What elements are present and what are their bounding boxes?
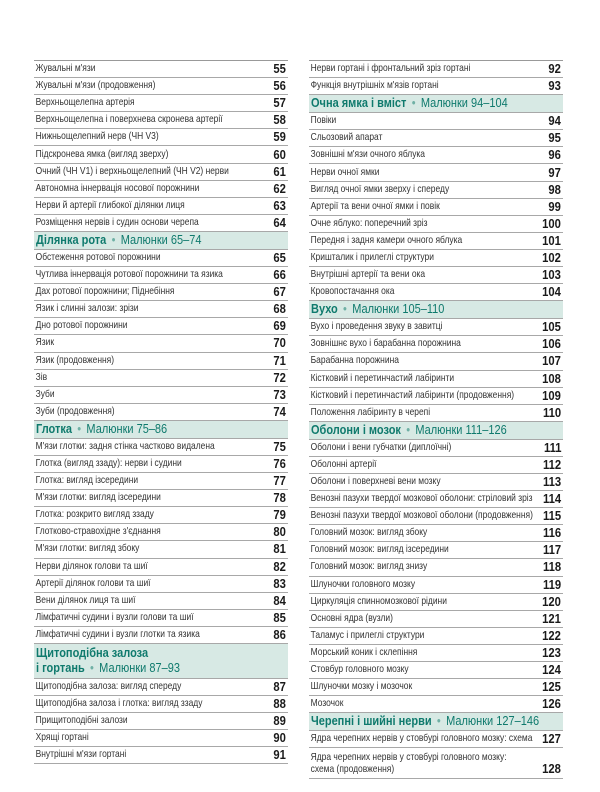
toc-entry-title: Венозні пазухи твердої мозкової оболони (продовження) — [310, 510, 533, 522]
toc-entry-page: 100 — [542, 216, 561, 231]
toc-entry-title: Глотка (вигляд ззаду): нерви і судини — [35, 458, 182, 470]
section-header — [309, 301, 563, 319]
toc-entry[interactable] — [34, 439, 288, 456]
toc-entry-title: Передня і задня камери очного яблука — [310, 234, 463, 246]
section-header-line — [311, 714, 539, 729]
bullet-icon: • — [436, 714, 441, 729]
toc-entry[interactable] — [309, 216, 563, 233]
section-title: Оболони і мозок — [311, 422, 401, 437]
toc-entry[interactable] — [34, 730, 288, 747]
toc-entry[interactable] — [34, 679, 288, 696]
toc-entry-page: 97 — [548, 165, 561, 180]
toc-entry-page: 95 — [548, 131, 561, 146]
toc-entry-title: Повіки — [310, 115, 337, 127]
toc-entry-title: Хрящі гортані — [35, 732, 89, 744]
section-figures: Малюнки 111–126 — [415, 422, 507, 437]
toc-entry[interactable] — [34, 541, 288, 558]
toc-entry-page: 106 — [542, 337, 561, 352]
toc-entry[interactable] — [309, 250, 563, 267]
toc-entry-page: 108 — [542, 371, 561, 386]
toc-entry-page: 124 — [542, 663, 561, 678]
section-header-line — [36, 233, 201, 248]
toc-entry[interactable] — [309, 696, 563, 713]
toc-entry-title: Таламус і прилеглі структури — [310, 629, 425, 641]
toc-entry[interactable] — [34, 335, 288, 352]
toc-entry-title: Верхньощелепна і поверхнева скронева артерії — [35, 114, 223, 126]
toc-entry-title: Підскронева ямка (вигляд зверху) — [35, 148, 169, 160]
toc-entry-title: Стовбур головного мозку — [310, 664, 409, 676]
section-header — [34, 644, 288, 679]
section-title-cont: і гортань — [36, 661, 85, 675]
toc-entry-title: Положення лабіринту в черепі — [310, 406, 431, 418]
toc-entry-title: Очний (ЧН V1) і верхньощелепний (ЧН V2) нерви — [35, 165, 229, 177]
toc-entry-title: Основні ядра (вузли) — [310, 612, 393, 624]
toc-entry[interactable] — [34, 284, 288, 301]
toc-entry[interactable] — [309, 130, 563, 147]
toc-entry-title: Язик і слинні залози: зрізи — [35, 303, 139, 315]
section-header — [34, 421, 288, 439]
toc-entry-page: 111 — [543, 440, 561, 455]
toc-entry-title: Шлуночки мозку і мозочок — [310, 681, 413, 693]
toc-entry[interactable] — [309, 679, 563, 696]
toc-entry[interactable] — [309, 319, 563, 336]
toc-entry[interactable] — [309, 457, 563, 474]
toc-entry-page: 110 — [542, 405, 561, 420]
section-title: Щитоподібна залоза — [36, 646, 149, 660]
toc-entry-page: 113 — [542, 475, 561, 490]
toc-entry-title: Зуби — [35, 388, 55, 400]
toc-entry[interactable] — [34, 576, 288, 593]
toc-entry[interactable] — [34, 490, 288, 507]
section-header-line1 — [36, 646, 148, 661]
toc-entry-title: Жувальні м'язи — [35, 63, 96, 75]
toc-entry[interactable] — [309, 147, 563, 164]
toc-entry-title: Верхньощелепна артерія — [35, 97, 135, 109]
toc-entry-page: 73 — [273, 387, 286, 402]
bullet-icon: • — [77, 421, 82, 436]
toc-entry-title: Внутрішні м'язи гортані — [35, 749, 127, 761]
toc-entry-page: 65 — [273, 250, 286, 265]
toc-entry-page: 94 — [548, 114, 561, 129]
toc-entry-page: 125 — [542, 680, 561, 695]
toc-entry-page: 84 — [273, 593, 286, 608]
toc-entry-page: 112 — [542, 457, 561, 472]
toc-entry-page: 87 — [273, 680, 286, 695]
toc-entry-title: Внутрішні артерії та вени ока — [310, 269, 426, 281]
toc-entry-page: 99 — [548, 199, 561, 214]
toc-entry-page: 127 — [542, 732, 561, 747]
toc-entry[interactable] — [34, 78, 288, 95]
toc-entry-page: 93 — [548, 79, 561, 94]
toc-entry-title: Нижньощелепний нерв (ЧН V3) — [35, 131, 159, 143]
section-figures: Малюнки 127–146 — [446, 714, 540, 729]
toc-entry[interactable] — [309, 371, 563, 388]
toc-entry-title: Нерви очної ямки — [310, 166, 380, 178]
toc-entry[interactable] — [34, 610, 288, 627]
toc-entry[interactable] — [34, 353, 288, 370]
section-header-line2 — [36, 661, 180, 676]
toc-entry-title: Оболонні артерії — [310, 458, 377, 470]
toc-entry[interactable] — [309, 645, 563, 662]
toc-entry[interactable] — [309, 748, 563, 779]
toc-entry[interactable] — [309, 611, 563, 628]
toc-entry[interactable] — [309, 662, 563, 679]
toc-entry[interactable] — [34, 112, 288, 129]
toc-entry-title: Лімфатичні судини і вузли голови та шиї — [35, 611, 194, 623]
toc-entry-title: Жувальні м'язи (продовження) — [35, 80, 156, 92]
section-title: Ділянка рота — [36, 232, 107, 247]
toc-entry[interactable] — [34, 559, 288, 576]
toc-entry[interactable] — [34, 267, 288, 284]
toc-entry[interactable] — [34, 747, 288, 764]
toc-entry-title: Зовнішні м'язи очного яблука — [310, 149, 426, 161]
bullet-icon: • — [90, 661, 94, 675]
section-header — [34, 232, 288, 250]
toc-entry-page: 90 — [273, 731, 286, 746]
toc-entry-page: 107 — [542, 354, 561, 369]
toc-entry[interactable] — [34, 507, 288, 524]
toc-entry-title: Очне яблуко: поперечний зріз — [310, 217, 428, 229]
toc-entry-title: Кришталик і прилеглі структури — [310, 251, 434, 263]
toc-entry-page: 78 — [273, 491, 286, 506]
toc-entry-title: Оболони і поверхневі вени мозку — [310, 476, 441, 488]
toc-entry-page: 57 — [273, 96, 286, 111]
toc-entry-title: Оболони і вени губчатки (диплоїчні) — [310, 441, 452, 453]
toc-entry-page: 118 — [542, 560, 561, 575]
toc-entry[interactable] — [309, 78, 563, 95]
toc-entry[interactable] — [309, 474, 563, 491]
toc-entry-page: 62 — [273, 181, 286, 196]
toc-entry-title: Лімфатичні судини і вузли глотки та язика — [35, 628, 200, 640]
toc-entry[interactable] — [34, 164, 288, 181]
toc-entry-page: 56 — [273, 79, 286, 94]
toc-entry[interactable] — [34, 215, 288, 232]
toc-entry-page: 123 — [542, 645, 561, 660]
toc-entry-page: 72 — [273, 370, 286, 385]
toc-entry-title: Дно ротової порожнини — [35, 320, 128, 332]
toc-entry[interactable] — [34, 696, 288, 713]
toc-entry-title-line2: схема (продовження) — [310, 764, 395, 776]
toc-entry-title: Артерії та вени очної ямки і повік — [310, 200, 440, 212]
toc-entry[interactable] — [309, 388, 563, 405]
section-figures: Малюнки 65–74 — [120, 232, 202, 247]
toc-entry-page: 81 — [273, 542, 286, 557]
toc-entry-page: 122 — [542, 628, 561, 643]
toc-entry-title: Обстеження ротової порожнини — [35, 251, 161, 263]
toc-entry-title: Прищитоподібні залози — [35, 715, 128, 727]
toc-entry-page: 79 — [273, 508, 286, 523]
toc-entry-page: 101 — [542, 233, 561, 248]
toc-entry-page: 55 — [273, 62, 286, 77]
toc-entry-title: Дах ротової порожнини; Піднебіння — [35, 286, 175, 298]
toc-entry[interactable] — [309, 731, 563, 748]
toc-entry-page: 68 — [273, 302, 286, 317]
toc-entry[interactable] — [309, 405, 563, 422]
toc-entry[interactable] — [34, 713, 288, 730]
toc-column-right — [309, 60, 563, 779]
toc-entry-page: 70 — [273, 336, 286, 351]
toc-entry-page: 116 — [542, 526, 561, 541]
toc-entry-page: 60 — [273, 147, 286, 162]
toc-entry-page: 85 — [273, 610, 286, 625]
toc-entry-page: 102 — [542, 250, 561, 265]
bullet-icon: • — [343, 302, 347, 317]
toc-entry[interactable] — [34, 404, 288, 421]
toc-entry[interactable] — [309, 508, 563, 525]
toc-entry-title: Вигляд очної ямки зверху і спереду — [310, 183, 450, 195]
toc-entry[interactable] — [309, 113, 563, 130]
toc-entry-title: Кровопостачання ока — [310, 286, 395, 298]
toc-entry-page: 114 — [542, 492, 561, 507]
toc-entry-title: Глотково-стравохідне з'єднання — [35, 526, 161, 538]
toc-entry-title: Язик — [35, 337, 55, 349]
toc-entry[interactable] — [309, 199, 563, 216]
toc-entry-title: Язик (продовження) — [35, 354, 115, 366]
toc-entry[interactable] — [34, 387, 288, 404]
toc-entry-title: Зів — [35, 371, 48, 383]
toc-entry-page: 80 — [273, 525, 286, 540]
toc-entry-title: Функція внутрішніх м'язів гортані — [310, 80, 439, 92]
toc-entry-title: Циркуляція спинномозкової рідини — [310, 595, 447, 607]
toc-entry[interactable] — [34, 301, 288, 318]
toc-entry-page: 89 — [273, 714, 286, 729]
section-figures: Малюнки 75–86 — [86, 421, 168, 436]
toc-entry[interactable] — [34, 61, 288, 78]
section-figures: Малюнки 87–93 — [99, 661, 180, 675]
toc-entry[interactable] — [34, 318, 288, 335]
toc-entry-page: 71 — [273, 353, 286, 368]
toc-entry-page: 92 — [548, 62, 561, 77]
toc-entry-title: М'язи глотки: вигляд ізсередини — [35, 492, 161, 504]
toc-entry-page: 61 — [273, 164, 286, 179]
toc-entry[interactable] — [34, 593, 288, 610]
toc-entry-page: 74 — [273, 404, 286, 419]
toc-entry-title: Нерви ділянок голови та шиї — [35, 560, 148, 572]
toc-entry-title: Венозні пазухи твердої мозкової оболони: стріловий зріз — [310, 493, 533, 505]
toc-entry-page: 98 — [548, 182, 561, 197]
toc-entry-page: 67 — [273, 285, 286, 300]
toc-entry[interactable] — [34, 181, 288, 198]
toc-entry-page: 103 — [542, 268, 561, 283]
toc-entry-page: 58 — [273, 113, 286, 128]
toc-entry[interactable] — [309, 594, 563, 611]
toc-entry-title: Мозочок — [310, 698, 344, 710]
toc-entry-title: Морський коник і склепіння — [310, 646, 418, 658]
toc-entry-page: 75 — [273, 439, 286, 454]
section-title: Очна ямка і вміст — [311, 96, 407, 111]
toc-entry[interactable] — [309, 267, 563, 284]
toc-entry[interactable] — [309, 559, 563, 576]
toc-entry-page: 119 — [542, 577, 561, 592]
toc-entry-page: 82 — [273, 559, 286, 574]
toc-entry-title: М'язи глотки: задня стінка частково видалена — [35, 440, 215, 452]
toc-entry[interactable] — [309, 182, 563, 199]
toc-entry[interactable] — [34, 473, 288, 490]
toc-entry[interactable] — [34, 95, 288, 112]
toc-entry-title: Шлуночки головного мозку — [310, 578, 416, 590]
toc-entry-title: Барабанна порожнина — [310, 355, 399, 367]
toc-entry[interactable] — [309, 440, 563, 457]
section-title: Черепні і шийні нерви — [311, 714, 432, 729]
toc-entry-page: 96 — [548, 148, 561, 163]
toc-entry-title: Кістковий і перетинчастий лабіринти (продовження) — [310, 389, 515, 401]
toc-entry[interactable] — [309, 336, 563, 353]
toc-entry-title: Вени ділянок лиця та шиї — [35, 594, 136, 606]
toc-entry-title: Розміщення нервів і судин основи черепа — [35, 216, 199, 228]
toc-entry-page: 120 — [542, 594, 561, 609]
toc-entry[interactable] — [34, 456, 288, 473]
toc-entry-title: Ядра черепних нервів у стовбурі головного мозку: схема — [310, 733, 533, 745]
toc-entry-page: 115 — [542, 509, 561, 524]
toc-entry-title: Глотка: вигляд ізсередини — [35, 475, 139, 487]
section-header-line — [311, 302, 444, 317]
toc-entry-page: 59 — [273, 130, 286, 145]
toc-entry-page: 91 — [273, 748, 286, 763]
toc-entry[interactable] — [309, 233, 563, 250]
toc-entry[interactable] — [309, 628, 563, 645]
toc-entry-title: Головний мозок: вигляд ізсередини — [310, 544, 449, 556]
toc-entry-title: М'язи глотки: вигляд збоку — [35, 543, 140, 555]
toc-entry[interactable] — [309, 577, 563, 594]
bullet-icon: • — [111, 232, 116, 247]
toc-entry-title: Зуби (продовження) — [35, 405, 115, 417]
section-title: Глотка — [36, 421, 72, 436]
toc-entry[interactable] — [34, 370, 288, 387]
section-header — [309, 713, 563, 731]
section-figures: Малюнки 94–104 — [420, 96, 508, 111]
toc-entry-page: 77 — [273, 474, 286, 489]
toc-entry[interactable] — [34, 198, 288, 215]
toc-entry-title: Щитоподібна залоза: вигляд спереду — [35, 681, 182, 693]
toc-entry-title: Щитоподібна залоза і глотка: вигляд ззаду — [35, 698, 203, 710]
toc-entry-title: Головний мозок: вигляд знизу — [310, 561, 428, 573]
toc-entry-title: Глотка: розкрито вигляд ззаду — [35, 509, 154, 521]
toc-entry-page: 76 — [273, 457, 286, 472]
section-header — [309, 422, 563, 440]
toc-entry-page: 88 — [273, 697, 286, 712]
section-header-line — [311, 96, 508, 111]
bullet-icon: • — [411, 96, 416, 111]
toc-entry-title: Сльозовий апарат — [310, 132, 383, 144]
toc-entry[interactable] — [309, 164, 563, 181]
section-figures: Малюнки 105–110 — [352, 302, 445, 317]
toc-entry-title — [309, 752, 507, 776]
section-header-line — [36, 422, 167, 437]
toc-entry-title: Нерви гортані і фронтальний зріз гортані — [310, 63, 471, 75]
toc-entry-title: Головний мозок: вигляд збоку — [310, 527, 428, 539]
toc-entry[interactable] — [309, 491, 563, 508]
toc-entry[interactable] — [34, 250, 288, 267]
toc-entry-page: 83 — [273, 576, 286, 591]
toc-entry[interactable] — [309, 542, 563, 559]
section-header-line — [311, 423, 507, 438]
toc-entry-title: Кістковий і перетинчастий лабіринти — [310, 372, 455, 384]
toc-entry-page: 104 — [542, 285, 561, 300]
toc-entry-page: 128 — [542, 762, 561, 777]
toc-entry[interactable] — [34, 524, 288, 541]
bullet-icon: • — [406, 422, 411, 437]
toc-entry-title: Нерви й артерії глибокої ділянки лиця — [35, 199, 185, 211]
toc-entry-title: Автономна іннервація носової порожнини — [35, 182, 200, 194]
toc-entry-title-line1: Ядра черепних нервів у стовбурі головного мозку: — [310, 752, 507, 764]
toc-entry-page: 66 — [273, 268, 286, 283]
toc-column-left — [34, 60, 288, 764]
toc-entry-page: 109 — [542, 388, 561, 403]
toc-entry-title: Зовнішнє вухо і барабанна порожнина — [310, 338, 461, 350]
toc-entry-page: 69 — [273, 319, 286, 334]
toc-entry-page: 63 — [273, 198, 286, 213]
toc-entry-page: 86 — [273, 627, 286, 642]
toc-entry[interactable] — [34, 129, 288, 146]
toc-entry[interactable] — [309, 61, 563, 78]
toc-entry-title: Чутлива іннервація ротової порожнини та язика — [35, 269, 223, 281]
section-header — [309, 95, 563, 113]
toc-entry[interactable] — [34, 146, 288, 163]
toc-entry[interactable] — [309, 353, 563, 370]
toc-entry-page: 121 — [542, 611, 561, 626]
toc-entry-title: Вухо і проведення звуку в завитці — [310, 321, 443, 333]
toc-entry-title: Артерії ділянок голови та шиї — [35, 577, 151, 589]
toc-entry[interactable] — [34, 627, 288, 644]
toc-entry-page: 117 — [542, 543, 561, 558]
toc-entry[interactable] — [309, 284, 563, 301]
section-title: Вухо — [311, 302, 338, 317]
toc-entry-page: 105 — [542, 320, 561, 335]
toc-entry-page: 64 — [273, 215, 286, 230]
toc-entry-page: 126 — [542, 697, 561, 712]
toc-entry[interactable] — [309, 525, 563, 542]
